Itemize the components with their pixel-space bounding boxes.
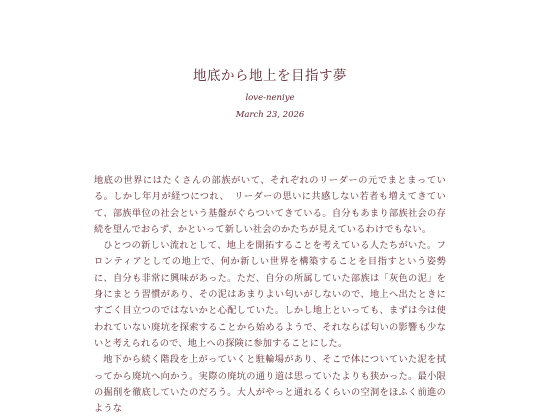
document-author: love-neniye — [245, 93, 295, 103]
document-date: March 23, 2026 — [235, 110, 305, 120]
paragraph: 地下から続く階段を上がっていくと駐輪場があり、そこで体についていた泥を拭ってから廃坑へ向かう。実際の廃坑の通り道は思っていたよりも狭かった。最小限の掘削を徹底していたのだろう。大人がやっと通れるくらいの空洞をほふく前進のような — [94, 354, 446, 415]
document-body — [94, 173, 446, 417]
document-title: 地底から地上を目指す夢 — [193, 68, 347, 84]
paragraph: 地底の世界にはたくさんの部族がいて、それぞれのリーダーの元でまとまっている。しかし年月が経つにつれ、 リーダーの思いに共感しない若者も増えてきていて、部族単位の社会という基盤がぐらついてきている。自分もあまり部族社会の存続を望んでおらず、かといって新しい社会のかたちが見えているわけでもない。 — [94, 175, 446, 235]
paragraph: ひとつの新しい流れとして、地上を開拓することを考えている人たちがいた。フロンティアとしての地上で、何か新しい世界を構築することを目指すという姿勢に、自分も非常に興味があった。ただ、自分の所属していた部族は「灰色の泥」を身にまとう習慣があり、その泥はあまりよい匂いがしないので、地上へ出たときにすごく目立つのではないかと心配していた。しかし地上といっても、まずは今は使われていない廃坑を探索することから始めるようで、それならば匂いの影響も少ないと考えられるので、地上への探険に参加することにした。 — [94, 240, 446, 349]
